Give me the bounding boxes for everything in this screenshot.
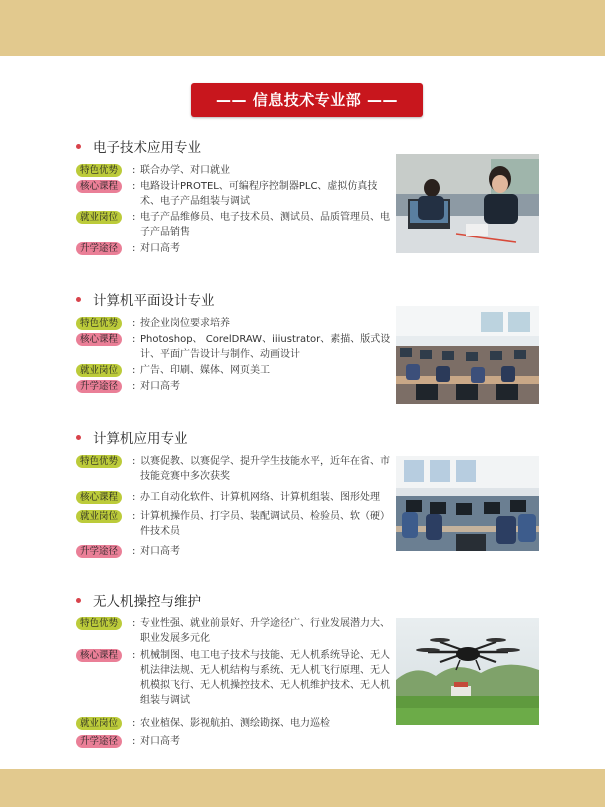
label-badge: 就业岗位: [76, 211, 122, 224]
info-row: 升学途径 : 对口高考: [76, 544, 394, 559]
major-title: 计算机平面设计专业: [93, 293, 215, 309]
info-text: 电路设计PROTEL、可编程序控制器PLC、虚拟仿真技术、电子产品组装与调试: [140, 181, 378, 207]
bottom-decorative-band: [0, 769, 605, 807]
info-row: 就业岗位 : 计算机操作员、打字员、装配调试员、检验员、软（硬）件技术员: [76, 509, 394, 539]
info-text: 农业植保、影视航拍、测绘勘探、电力巡检: [140, 718, 330, 729]
label-badge: 核心课程: [76, 180, 122, 193]
bullet-icon: [76, 144, 81, 149]
drone-photo: [396, 618, 539, 725]
info-text: 机械制图、电工电子技术与技能、无人机系统导论、无人机法律法规、无人机结构与系统、无人机飞行原理、无人机模拟飞行、无人机操控技术、无人机维护技术、无人机组装与调试: [140, 650, 390, 706]
major-title: 计算机应用专业: [93, 431, 188, 447]
info-row: 特色优势 : 以赛促教、以赛促学、提升学生技能水平，近年在省、市技能竞赛中多次获奖: [76, 454, 394, 484]
department-title: —— 信息技术专业部 ——: [191, 83, 423, 117]
info-row: 核心课程 : 机械制图、电工电子技术与技能、无人机系统导论、无人机法律法规、无人机结构与系统、无人机飞行原理、无人机模拟飞行、无人机操控技术、无人机维护技术、无人机组装与调试: [76, 648, 394, 708]
major-heading: [76, 136, 201, 156]
info-text: 对口高考: [140, 243, 180, 254]
info-text: 联合办学、对口就业: [140, 165, 230, 176]
label-badge: 升学途径: [76, 545, 122, 558]
info-text: 计算机操作员、打字员、装配调试员、检验员、软（硬）件技术员: [140, 511, 390, 537]
label-badge: 核心课程: [76, 333, 122, 346]
label-badge: 升学途径: [76, 735, 122, 748]
label-badge: 升学途径: [76, 380, 122, 393]
info-text: 对口高考: [140, 381, 180, 392]
info-text: 对口高考: [140, 736, 180, 747]
label-badge: 核心课程: [76, 491, 122, 504]
info-row: 升学途径 : 对口高考: [76, 241, 394, 256]
label-badge: 核心课程: [76, 649, 122, 662]
bullet-icon: [76, 297, 81, 302]
info-row: 核心课程 : 电路设计PROTEL、可编程序控制器PLC、虚拟仿真技术、电子产品组装与调试: [76, 179, 394, 209]
major-heading: [76, 590, 201, 610]
info-text: 以赛促教、以赛促学、提升学生技能水平，近年在省、市技能竞赛中多次获奖: [140, 456, 390, 482]
info-row: 核心课程 : 办工自动化软件、计算机网络、计算机组装、图形处理: [76, 490, 394, 505]
info-row: 升学途径 : 对口高考: [76, 379, 394, 394]
info-row: 特色优势 : 联合办学、对口就业: [76, 163, 394, 178]
info-row: 特色优势 : 按企业岗位要求培养: [76, 316, 394, 331]
label-badge: 特色优势: [76, 455, 122, 468]
major-title: 电子技术应用专业: [93, 140, 201, 156]
computer-classroom-photo: [396, 306, 539, 404]
top-decorative-band: [0, 0, 605, 56]
label-badge: 就业岗位: [76, 364, 122, 377]
info-row: 就业岗位 : 电子产品维修员、电子技术员、测试员、品质管理员、电子产品销售: [76, 210, 394, 240]
info-row: 升学途径 : 对口高考: [76, 734, 394, 749]
info-row: 核心课程 : Photoshop、 CorelDRAW、iiiustrator、素描、版式设计、平面广告设计与制作、动画设计: [76, 332, 394, 362]
info-text: 电子产品维修员、电子技术员、测试员、品质管理员、电子产品销售: [140, 212, 390, 238]
label-badge: 就业岗位: [76, 510, 122, 523]
label-badge: 特色优势: [76, 617, 122, 630]
bullet-icon: [76, 435, 81, 440]
label-badge: 升学途径: [76, 242, 122, 255]
info-row: 特色优势 : 专业性强、就业前景好、升学途径广、行业发展潜力大、职业发展多元化: [76, 616, 394, 646]
bullet-icon: [76, 598, 81, 603]
info-text: 办工自动化软件、计算机网络、计算机组装、图形处理: [140, 492, 380, 503]
computer-lab-photo: [396, 456, 539, 551]
label-badge: 就业岗位: [76, 717, 122, 730]
info-text: 专业性强、就业前景好、升学途径广、行业发展潜力大、职业发展多元化: [140, 618, 390, 644]
label-badge: 特色优势: [76, 317, 122, 330]
info-row: 就业岗位 : 农业植保、影视航拍、测绘勘探、电力巡检: [76, 716, 394, 731]
major-title: 无人机操控与维护: [93, 594, 201, 610]
major-heading: [76, 289, 215, 309]
info-text: 广告、印刷、媒体、网页美工: [140, 365, 270, 376]
label-badge: 特色优势: [76, 164, 122, 177]
info-text: 对口高考: [140, 546, 180, 557]
info-text: 按企业岗位要求培养: [140, 318, 230, 329]
info-text: Photoshop、 CorelDRAW、iiiustrator、素描、版式设计、平面广告设计与制作、动画设计: [140, 334, 391, 360]
major-heading: [76, 427, 188, 447]
students-lab-photo: [396, 154, 539, 253]
info-row: 就业岗位 : 广告、印刷、媒体、网页美工: [76, 363, 394, 378]
